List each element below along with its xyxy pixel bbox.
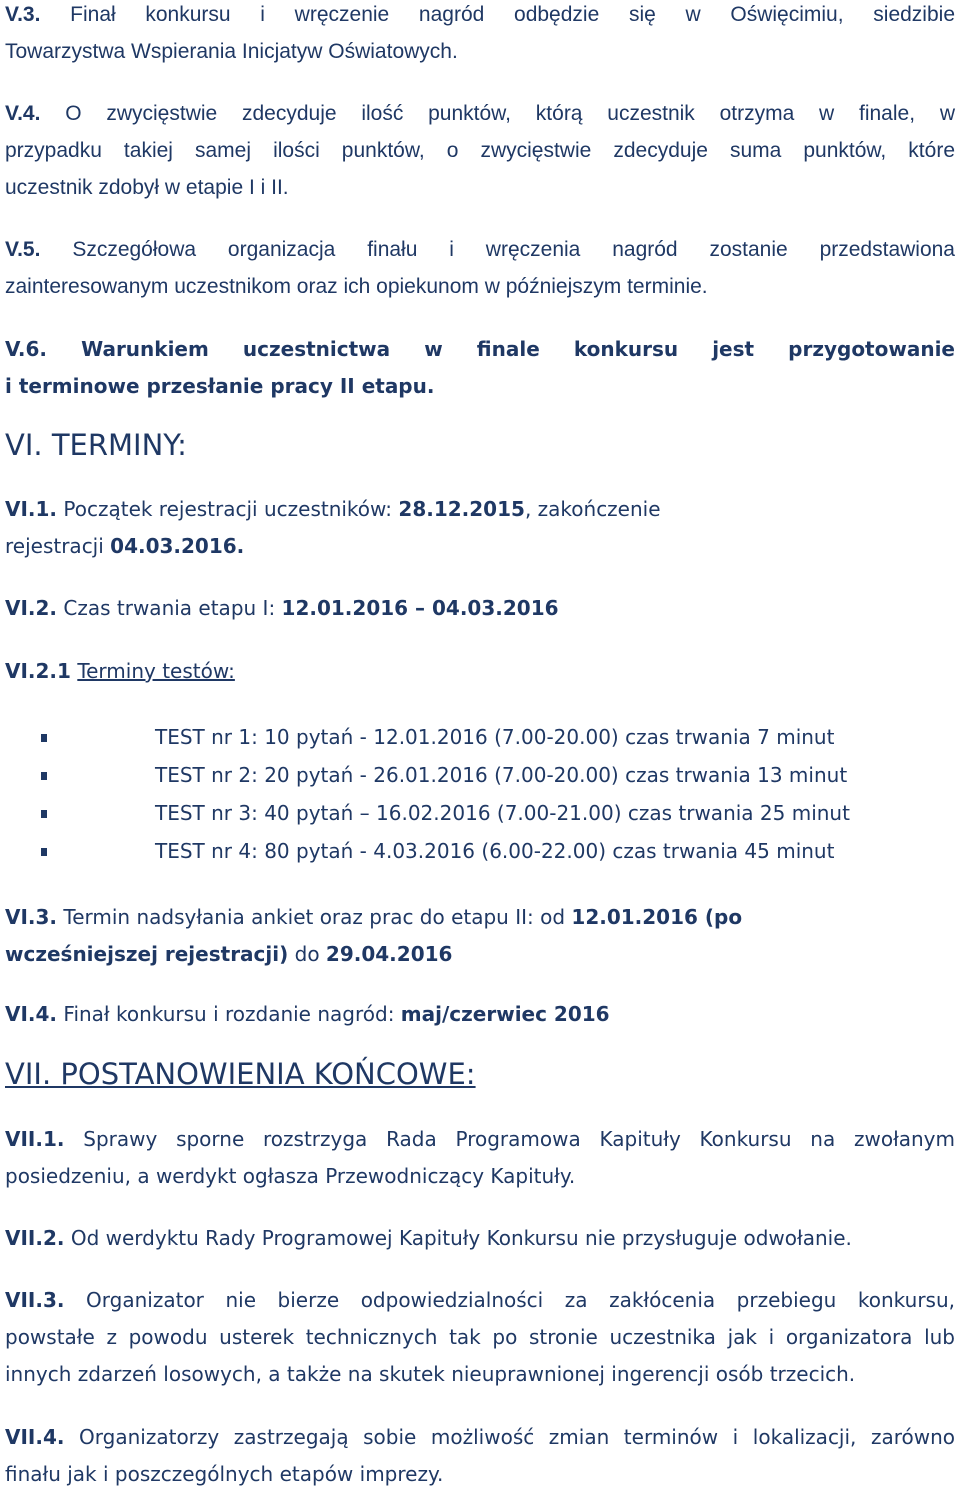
vii1-line-2: posiedzeniu, a werdykt ogłasza Przewodniczący Kapituły. <box>5 1164 576 1188</box>
paragraph-v5 <box>5 231 955 305</box>
v3-line-1: V.3. Finał konkursu i wręczenie nagród odbędzie się w Oświęcimiu, siedzibie <box>5 3 955 26</box>
paragraph-vii1 <box>5 1121 955 1195</box>
section-vi-heading: VI. TERMINY: <box>5 428 187 462</box>
vi4-line-1: VI.4. Finał konkursu i rozdanie nagród: maj/czerwiec 2016 <box>5 1002 610 1026</box>
paragraph-vi1 <box>5 491 955 565</box>
vi21-label: Terminy testów: <box>77 659 235 683</box>
vi21-line-1 <box>5 653 955 690</box>
v4-line-2: przypadku takiej samej ilości punktów, o zwycięstwie zdecyduje suma punktów, które <box>5 139 955 162</box>
paragraph-vi4 <box>5 996 955 1033</box>
vi3-line-2: wcześniejszej rejestracji) do 29.04.2016 <box>5 942 453 966</box>
vi2-line-1: VI.2. Czas trwania etapu I: 12.01.2016 – 04.03.2016 <box>5 596 559 620</box>
vii3-line-3: innych zdarzeń losowych, a także na skutek nieuprawnionej ingerencji osób trzecich. <box>5 1362 856 1386</box>
paragraph-vii2 <box>5 1220 955 1257</box>
bullet-icon <box>41 810 47 818</box>
vi4-date: maj/czerwiec 2016 <box>400 1002 610 1026</box>
test-item: TEST nr 1: 10 pytań - 12.01.2016 (7.00-20.00) czas trwania 7 minut <box>155 725 835 749</box>
vii4-number: VII.4. <box>5 1425 65 1449</box>
v6-line-2: i terminowe przesłanie pracy II etapu. <box>5 374 435 398</box>
paragraph-vi3 <box>5 899 955 973</box>
vii2-line-1: VII.2. Od werdyktu Rady Programowej Kapituły Konkursu nie przysługuje odwołanie. <box>5 1226 852 1250</box>
vii1-number: VII.1. <box>5 1127 65 1151</box>
vi21-number: VI.2.1 <box>5 659 71 683</box>
vi4-number: VI.4. <box>5 1002 58 1026</box>
vii2-number: VII.2. <box>5 1226 65 1250</box>
v6-line-1: V.6. Warunkiem uczestnictwa w finale konkursu jest przygotowanie <box>5 337 955 361</box>
vii3-line-2: powstałe z powodu usterek technicznych tak po stronie uczestnika jak i organizatora lub <box>5 1325 955 1349</box>
v4-line-3: uczestnik zdobył w etapie I i II. <box>5 176 289 199</box>
test-item: TEST nr 3: 40 pytań – 16.02.2016 (7.00-21.00) czas trwania 25 minut <box>155 801 850 825</box>
vi1-end-date: 04.03.2016. <box>110 534 245 558</box>
vi1-start-date: 28.12.2015 <box>398 497 525 521</box>
v3-number: V.3. <box>5 3 41 26</box>
paragraph-vi2 <box>5 590 955 627</box>
bullet-icon <box>41 734 47 742</box>
vi1-line-2: rejestracji 04.03.2016. <box>5 534 245 558</box>
vii1-line-1: VII.1. Sprawy sporne rozstrzyga Rada Programowa Kapituły Konkursu na zwołanym <box>5 1127 955 1151</box>
v4-number: V.4. <box>5 102 41 125</box>
vii4-line-2: finału jak i poszczególnych etapów imprezy. <box>5 1462 444 1486</box>
paragraph-v6 <box>5 331 955 405</box>
vii3-number: VII.3. <box>5 1288 65 1312</box>
vi3-line-1: VI.3. Termin nadsyłania ankiet oraz prac do etapu II: od 12.01.2016 (po <box>5 905 743 929</box>
paragraph-v4 <box>5 95 955 206</box>
vi1-number: VI.1. <box>5 497 58 521</box>
bullet-icon <box>41 848 47 856</box>
v5-number: V.5. <box>5 238 41 261</box>
vi1-line-1: VI.1. Początek rejestracji uczestników: 28.12.2015, zakończenie <box>5 497 661 521</box>
vi2-dates: 12.01.2016 – 04.03.2016 <box>281 596 559 620</box>
bullet-icon <box>41 772 47 780</box>
vi2-number: VI.2. <box>5 596 58 620</box>
vi3-number: VI.3. <box>5 905 58 929</box>
v3-line-2: Towarzystwa Wspierania Inicjatyw Oświatowych. <box>5 40 458 63</box>
v5-line-1: V.5. Szczegółowa organizacja finału i wręczenia nagród zostanie przedstawiona <box>5 238 955 261</box>
v4-line-1: V.4. O zwycięstwie zdecyduje ilość punktów, którą uczestnik otrzyma w finale, w <box>5 102 955 125</box>
paragraph-vi21 <box>5 653 955 690</box>
paragraph-vii3 <box>5 1282 955 1393</box>
paragraph-vii4 <box>5 1419 955 1493</box>
section-vii-heading: VII. POSTANOWIENIA KOŃCOWE: <box>5 1057 476 1091</box>
test-item: TEST nr 4: 80 pytań - 4.03.2016 (6.00-22.00) czas trwania 45 minut <box>155 839 835 863</box>
vii4-line-1: VII.4. Organizatorzy zastrzegają sobie możliwość zmian terminów i lokalizacji, zarówno <box>5 1425 955 1449</box>
vi3-end-date: 29.04.2016 <box>325 942 453 966</box>
paragraph-v3 <box>5 0 955 70</box>
vii3-line-1: VII.3. Organizator nie bierze odpowiedzialności za zakłócenia przebiegu konkursu, <box>5 1288 955 1312</box>
test-item: TEST nr 2: 20 pytań - 26.01.2016 (7.00-20.00) czas trwania 13 minut <box>155 763 848 787</box>
v5-line-2: zainteresowanym uczestnikom oraz ich opiekunom w późniejszym terminie. <box>5 275 708 298</box>
v6-number: V.6. <box>5 337 48 361</box>
